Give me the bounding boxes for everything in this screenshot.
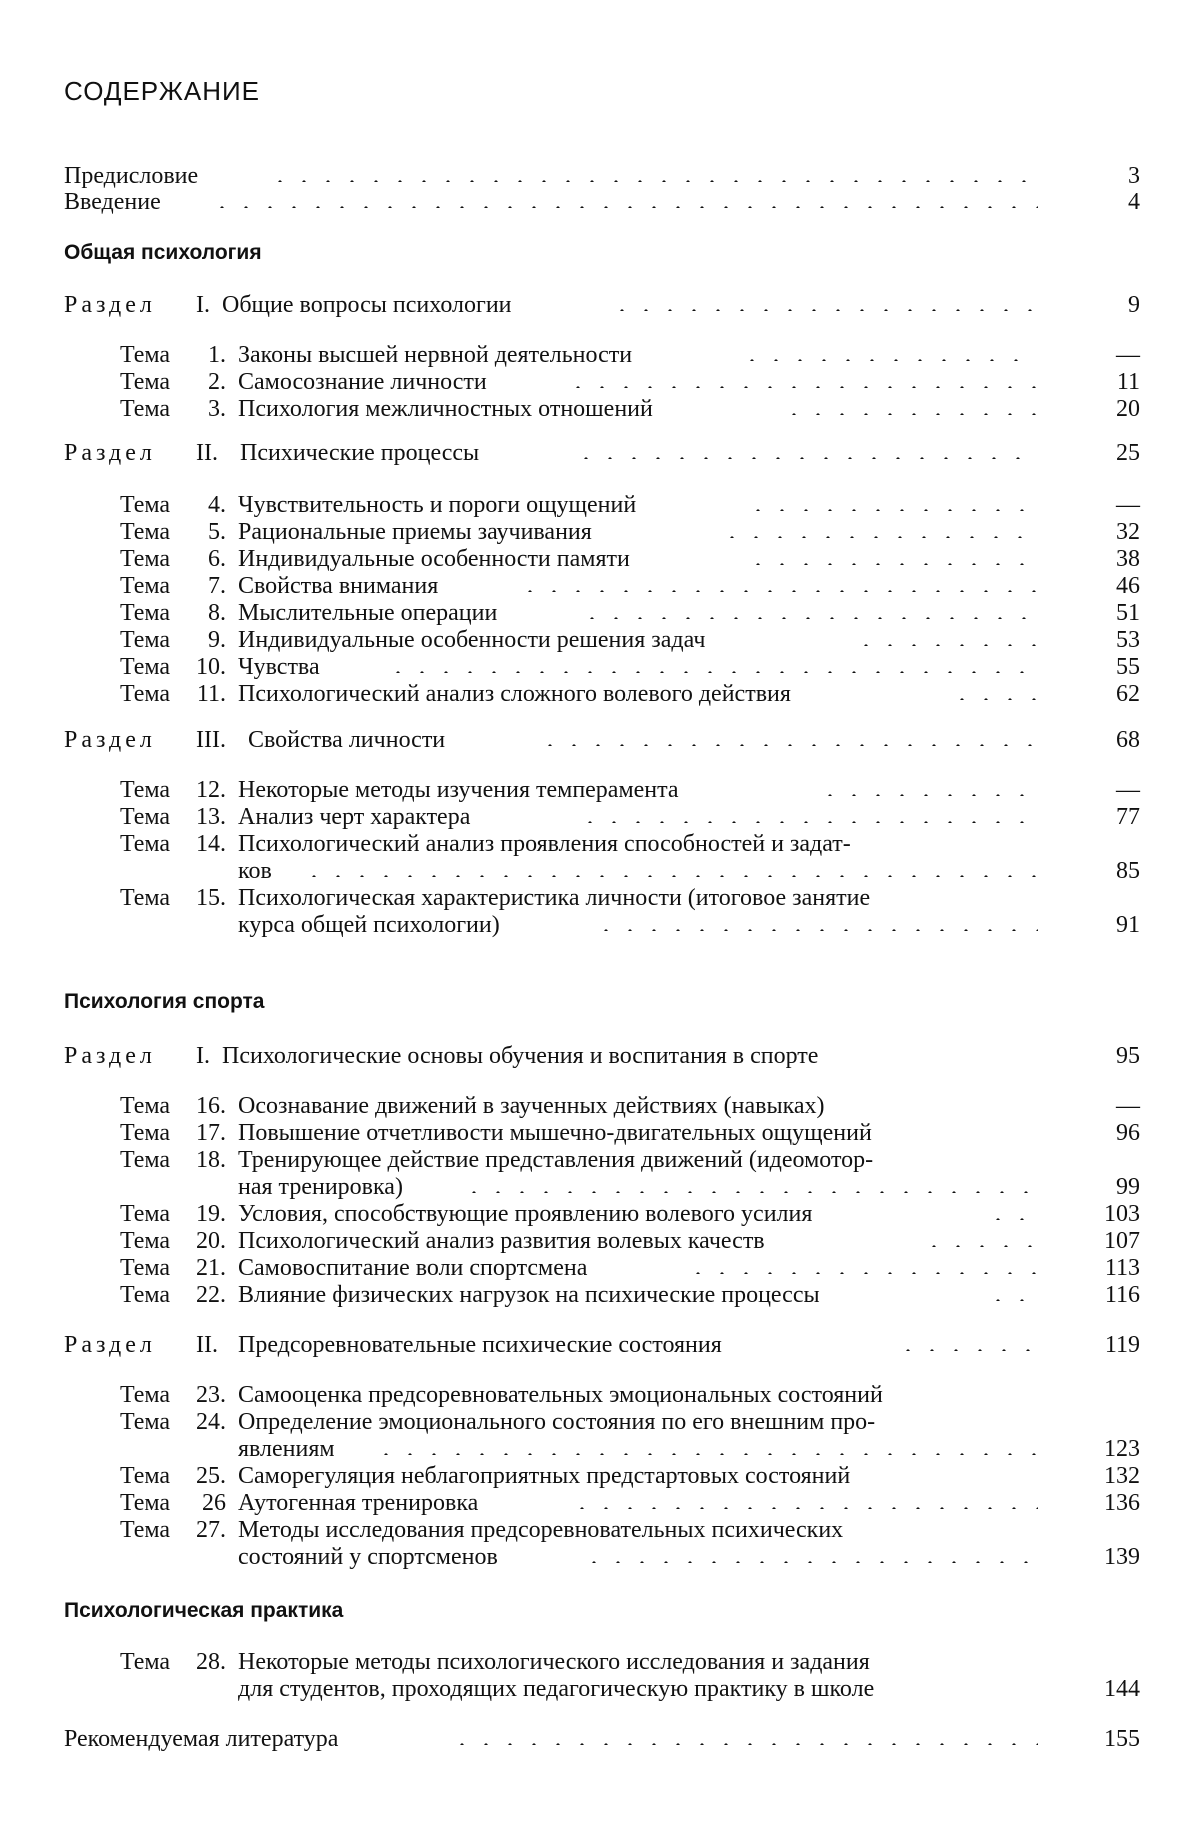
topic-label: Тема (120, 1120, 171, 1146)
topic-label: Тема (120, 1093, 171, 1119)
entry-page: 68 (1116, 727, 1140, 753)
topic-number: 19. (196, 1201, 226, 1227)
topic-number: 10. (196, 654, 226, 680)
part-heading: Психология спорта (64, 990, 265, 1013)
entry-page: 11 (1116, 369, 1140, 395)
topic-label: Тема (120, 1228, 171, 1254)
topic-label: Тема (120, 573, 171, 599)
entry-text: состояний у спортсменов (238, 1544, 498, 1570)
entry-text: Введение (64, 189, 161, 215)
section-entry[interactable] (0, 440, 1200, 468)
section-number: I. (196, 1043, 210, 1069)
topic-number: 9. (208, 627, 226, 653)
entry-page: — (1116, 342, 1140, 368)
entry-text: Предисловие (64, 163, 199, 189)
topic-label: Тема (120, 1517, 171, 1543)
topic-label: Тема (120, 681, 171, 707)
dot-leader (782, 413, 1038, 415)
entry-page: 136 (1104, 1490, 1140, 1516)
entry-text: Самооценка предсоревновательных эмоциональных состояний (238, 1382, 883, 1408)
entry-page: 113 (1104, 1255, 1140, 1281)
entry-text: Чувствительность и пороги ощущений (238, 492, 637, 518)
entry-text: Чувства (238, 654, 320, 680)
topic-label: Тема (120, 396, 171, 422)
topic-label: Тема (120, 1147, 171, 1173)
part-heading: Общая психология (64, 241, 262, 264)
dot-leader (302, 875, 1038, 877)
dot-leader (386, 671, 1038, 673)
entry-text: Свойства внимания (238, 573, 439, 599)
dot-leader (720, 536, 1038, 538)
entry-page: 9 (1128, 292, 1140, 318)
entry-text: Психологическая характеристика личности (итоговое занятие (238, 885, 871, 911)
topic-entry[interactable] (0, 546, 1200, 574)
entry-page: 38 (1116, 546, 1140, 572)
entry-page: 144 (1104, 1676, 1140, 1702)
entry-text: Некоторые методы изучения темперамента (238, 777, 679, 803)
topic-label: Тема (120, 546, 171, 572)
topic-number: 26 (202, 1490, 226, 1516)
section-entry[interactable] (0, 292, 1200, 320)
entry-page: 116 (1104, 1282, 1140, 1308)
entry-text: Индивидуальные особенности памяти (238, 546, 630, 572)
topic-entry-continuation[interactable] (0, 1544, 1200, 1572)
topic-entry[interactable] (0, 1463, 1200, 1491)
topic-number: 28. (196, 1649, 226, 1675)
topic-label: Тема (120, 1382, 171, 1408)
topic-label: Тема (120, 1201, 171, 1227)
entry-page: 123 (1104, 1436, 1140, 1462)
topic-entry-continuation[interactable] (0, 1174, 1200, 1202)
entry-page: — (1116, 492, 1140, 518)
topic-entry[interactable] (0, 519, 1200, 547)
topic-entry[interactable] (0, 573, 1200, 601)
entry-text: Законы высшей нервной деятельности (238, 342, 633, 368)
entry-text: Условия, способствующие проявлению волевого усилия (238, 1201, 813, 1227)
topic-entry[interactable] (0, 1282, 1200, 1310)
topic-label: Тема (120, 1649, 171, 1675)
dot-leader (450, 1743, 1038, 1745)
topic-label: Тема (120, 627, 171, 653)
entry-page: 103 (1104, 1201, 1140, 1227)
topic-entry[interactable] (0, 492, 1200, 520)
dot-leader (462, 1191, 1038, 1193)
topic-number: 4. (208, 492, 226, 518)
topic-number: 21. (196, 1255, 226, 1281)
topic-entry[interactable] (0, 1201, 1200, 1229)
topic-label: Тема (120, 1255, 171, 1281)
topic-label: Тема (120, 777, 171, 803)
entry-page: 62 (1116, 681, 1140, 707)
topic-number: 24. (196, 1409, 226, 1435)
dot-leader (986, 1218, 1038, 1220)
topic-label: Тема (120, 654, 171, 680)
entry-page: 155 (1104, 1726, 1140, 1752)
entry-text: Психологические основы обучения и воспитания в спорте (222, 1043, 819, 1069)
topic-number: 5. (208, 519, 226, 545)
topic-entry[interactable] (0, 342, 1200, 370)
topic-number: 7. (208, 573, 226, 599)
topic-label: Тема (120, 1409, 171, 1435)
topic-number: 18. (196, 1147, 226, 1173)
topic-label: Тема (120, 1282, 171, 1308)
topic-entry[interactable] (0, 777, 1200, 805)
topic-entry[interactable] (0, 1147, 1200, 1175)
dot-leader (594, 929, 1038, 931)
part-heading: Психологическая практика (64, 1599, 344, 1622)
dot-leader (740, 359, 1038, 361)
topic-entry[interactable] (0, 1517, 1200, 1545)
section-label: Раздел (64, 292, 156, 318)
topic-number: 8. (208, 600, 226, 626)
topic-number: 27. (196, 1517, 226, 1543)
entry-page: 132 (1104, 1463, 1140, 1489)
topic-label: Тема (120, 831, 171, 857)
dot-leader (210, 206, 1038, 208)
entry-text: Предсоревновательные психические состояния (238, 1332, 722, 1358)
entry-text: Самосознание личности (238, 369, 487, 395)
section-entry[interactable] (0, 1043, 1200, 1071)
section-entry[interactable] (0, 1332, 1200, 1360)
entry-page: 95 (1116, 1043, 1140, 1069)
topic-entry[interactable] (0, 396, 1200, 424)
section-label: Раздел (64, 1332, 156, 1358)
topic-entry[interactable] (0, 885, 1200, 913)
entry-page: 77 (1116, 804, 1140, 830)
topic-label: Тема (120, 804, 171, 830)
topic-number: 17. (196, 1120, 226, 1146)
entry-text: Анализ черт характера (238, 804, 471, 830)
dot-leader (896, 1349, 1038, 1351)
entry-text: курса общей психологии) (238, 912, 500, 938)
topic-number: 13. (196, 804, 226, 830)
topic-entry[interactable] (0, 1649, 1200, 1677)
section-label: Раздел (64, 1043, 156, 1069)
topic-entry[interactable] (0, 1093, 1200, 1121)
topic-entry[interactable] (0, 1382, 1200, 1410)
entry-page: 46 (1116, 573, 1140, 599)
topic-number: 15. (196, 885, 226, 911)
toc-entry-references[interactable] (0, 1726, 1200, 1754)
dot-leader (986, 1299, 1038, 1301)
entry-page: 20 (1116, 396, 1140, 422)
topic-entry[interactable] (0, 831, 1200, 859)
entry-text: Саморегуляция неблагоприятных предстартовых состояний (238, 1463, 851, 1489)
topic-entry[interactable] (0, 654, 1200, 682)
entry-page: 119 (1104, 1332, 1140, 1358)
topic-entry[interactable] (0, 1120, 1200, 1148)
entry-text: Самовоспитание воли спортсмена (238, 1255, 588, 1281)
topic-entry[interactable] (0, 600, 1200, 628)
entry-page: 139 (1104, 1544, 1140, 1570)
topic-number: 14. (196, 831, 226, 857)
dot-leader (268, 180, 1038, 182)
dot-leader (538, 744, 1038, 746)
topic-entry[interactable] (0, 1255, 1200, 1283)
dot-leader (582, 1561, 1038, 1563)
topic-entry[interactable] (0, 1490, 1200, 1518)
topic-number: 2. (208, 369, 226, 395)
entry-text: явлениям (238, 1436, 335, 1462)
entry-text: Методы исследования предсоревновательных психических (238, 1517, 844, 1543)
topic-number: 12. (196, 777, 226, 803)
topic-entry[interactable] (0, 627, 1200, 655)
topic-label: Тема (120, 600, 171, 626)
entry-page: 25 (1116, 440, 1140, 466)
topic-entry-continuation[interactable] (0, 1436, 1200, 1464)
topic-number: 11. (196, 681, 226, 707)
topic-entry-continuation[interactable] (0, 858, 1200, 886)
dot-leader (950, 698, 1038, 700)
toc-entry-introduction[interactable] (0, 189, 1200, 217)
section-number: III. (196, 727, 226, 753)
dot-leader (746, 563, 1038, 565)
entry-text: Аутогенная тренировка (238, 1490, 479, 1516)
entry-page: 51 (1116, 600, 1140, 626)
entry-page: 55 (1116, 654, 1140, 680)
entry-text: ная тренировка) (238, 1174, 403, 1200)
dot-leader (570, 1507, 1038, 1509)
entry-text: Рациональные приемы заучивания (238, 519, 592, 545)
entry-text: Свойства личности (248, 727, 446, 753)
topic-entry[interactable] (0, 369, 1200, 397)
topic-label: Тема (120, 342, 171, 368)
dot-leader (818, 794, 1038, 796)
topic-label: Тема (120, 885, 171, 911)
topic-entry-continuation[interactable] (0, 912, 1200, 940)
entry-text: Определение эмоционального состояния по его внешним про- (238, 1409, 876, 1435)
section-entry[interactable] (0, 727, 1200, 755)
dot-leader (854, 644, 1038, 646)
topic-number: 23. (196, 1382, 226, 1408)
entry-text: Общие вопросы психологии (222, 292, 512, 318)
entry-page: 91 (1116, 912, 1140, 938)
entry-page: 85 (1116, 858, 1140, 884)
topic-number: 16. (196, 1093, 226, 1119)
entry-page: 99 (1116, 1174, 1140, 1200)
dot-leader (580, 617, 1038, 619)
topic-label: Тема (120, 1490, 171, 1516)
topic-entry-continuation[interactable] (0, 1676, 1200, 1704)
entry-text: Рекомендуемая литература (64, 1726, 339, 1752)
entry-page: — (1116, 1093, 1140, 1119)
entry-text: Психические процессы (240, 440, 480, 466)
entry-page: 53 (1116, 627, 1140, 653)
topic-label: Тема (120, 1463, 171, 1489)
dot-leader (610, 309, 1038, 311)
topic-entry[interactable] (0, 804, 1200, 832)
entry-page: 4 (1128, 189, 1140, 215)
dot-leader (574, 457, 1038, 459)
entry-page: 3 (1128, 163, 1140, 189)
topic-entry[interactable] (0, 1409, 1200, 1437)
entry-page: 107 (1104, 1228, 1140, 1254)
toc-entry-preface[interactable] (0, 163, 1200, 191)
topic-label: Тема (120, 369, 171, 395)
entry-text: Некоторые методы психологического исследования и задания (238, 1649, 870, 1675)
topic-number: 6. (208, 546, 226, 572)
topic-number: 3. (208, 396, 226, 422)
entry-page: — (1116, 777, 1140, 803)
entry-text: Психологический анализ сложного волевого действия (238, 681, 791, 707)
dot-leader (922, 1245, 1038, 1247)
topic-label: Тема (120, 519, 171, 545)
entry-text: Индивидуальные особенности решения задач (238, 627, 706, 653)
dot-leader (686, 1272, 1038, 1274)
entry-text: для студентов, проходящих педагогическую практику в школе (238, 1676, 875, 1702)
entry-page: 96 (1116, 1120, 1140, 1146)
section-number: II. (196, 1332, 218, 1358)
entry-text: Осознавание движений в заученных действиях (навыках) (238, 1093, 825, 1119)
entry-text: Повышение отчетливости мышечно-двигательных ощущений (238, 1120, 872, 1146)
section-label: Раздел (64, 440, 156, 466)
topic-label: Тема (120, 492, 171, 518)
section-number: II. (196, 440, 218, 466)
page-title: СОДЕРЖАНИЕ (64, 76, 261, 106)
entry-text: Тренирующее действие представления движений (идеомотор- (238, 1147, 874, 1173)
section-number: I. (196, 292, 210, 318)
entry-text: ков (238, 858, 272, 884)
dot-leader (374, 1453, 1038, 1455)
entry-text: Психологический анализ развития волевых качеств (238, 1228, 765, 1254)
section-label: Раздел (64, 727, 156, 753)
topic-number: 20. (196, 1228, 226, 1254)
entry-text: Мыслительные операции (238, 600, 498, 626)
topic-entry[interactable] (0, 681, 1200, 709)
topic-number: 22. (196, 1282, 226, 1308)
dot-leader (578, 821, 1038, 823)
entry-text: Влияние физических нагрузок на психические процессы (238, 1282, 820, 1308)
topic-entry[interactable] (0, 1228, 1200, 1256)
topic-number: 1. (208, 342, 226, 368)
dot-leader (746, 509, 1038, 511)
dot-leader (566, 386, 1038, 388)
entry-text: Психологический анализ проявления способностей и задат- (238, 831, 851, 857)
entry-page: 32 (1116, 519, 1140, 545)
entry-text: Психология межличностных отношений (238, 396, 653, 422)
topic-number: 25. (196, 1463, 226, 1489)
dot-leader (518, 590, 1038, 592)
